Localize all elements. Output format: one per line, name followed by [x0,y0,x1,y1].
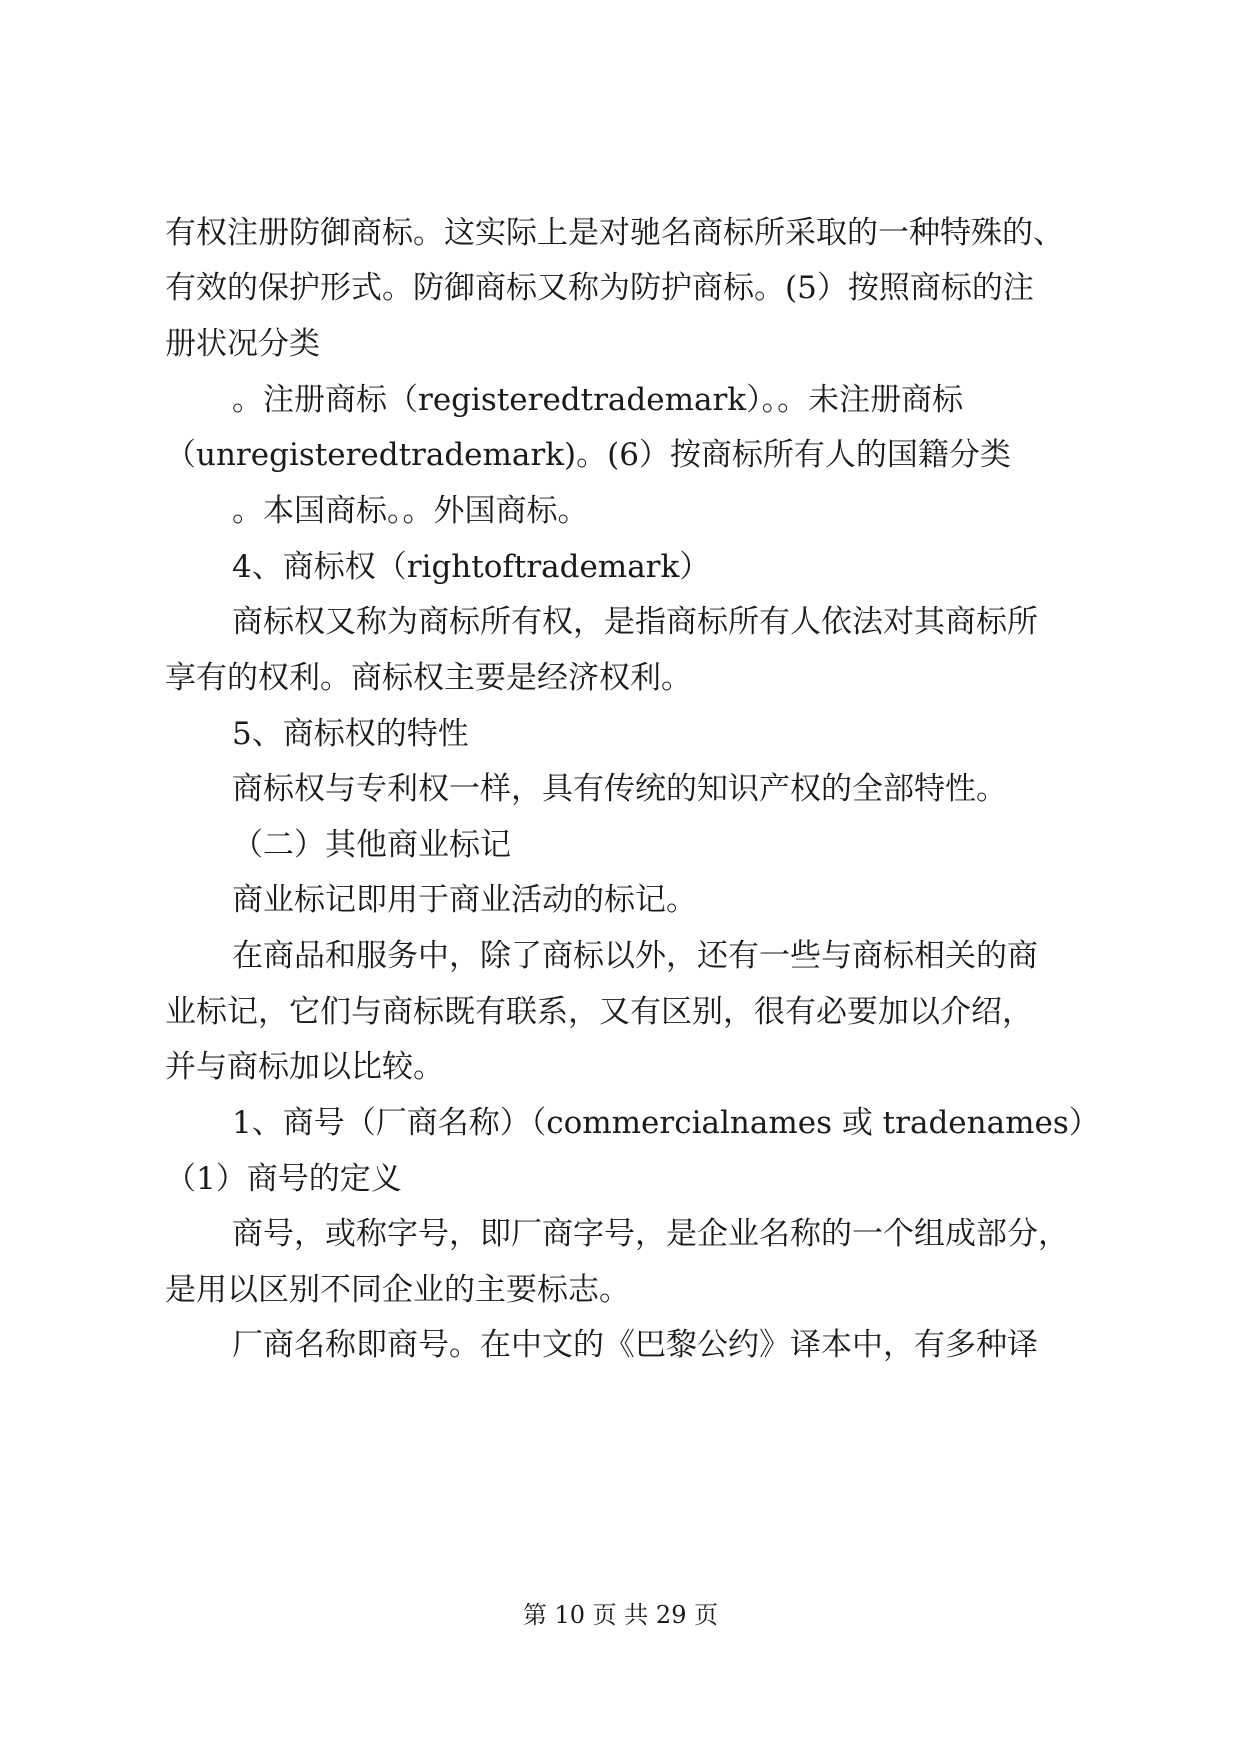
text-line: 享有的权利。商标权主要是经济权利。 [165,660,692,696]
text-line: 册状况分类 [165,326,320,362]
text-line: 商标权又称为商标所有权，是指商标所有人依法对其商标所 [232,604,1038,640]
text-line: 并与商标加以比较。 [165,1049,444,1085]
page-number-footer: 第 10 页 共 29 页 [522,1601,719,1629]
subsection-heading: （1）商号的定义 [165,1161,402,1197]
text-line: 商标权与专利权一样，具有传统的知识产权的全部特性。 [232,771,1007,807]
text-line: 。注册商标（registeredtrademark）。。未注册商标 [232,382,964,418]
section-heading: 4、商标权（rightoftrademark） [232,549,711,585]
text-line: 有效的保护形式。防御商标又称为防护商标。(5）按照商标的注 [165,270,1034,306]
text-line: 在商品和服务中，除了商标以外，还有一些与商标相关的商 [232,938,1038,974]
text-line: 商号，或称字号，即厂商字号，是企业名称的一个组成部分， [232,1216,1069,1252]
text-line: 业标记，它们与商标既有联系，又有区别，很有必要加以介绍， [165,994,1033,1030]
text-line: （unregisteredtrademark)。(6）按商标所有人的国籍分类 [165,437,1011,473]
text-line: 有权注册防御商标。这实际上是对驰名商标所采取的一种特殊的、 [165,215,1064,251]
text-line: 。本国商标。。外国商标。 [232,493,589,529]
section-heading: （二）其他商业标记 [232,827,511,863]
text-line: 是用以区别不同企业的主要标志。 [165,1272,630,1308]
text-line: 商业标记即用于商业活动的标记。 [232,882,697,918]
section-heading: 1、商号（厂商名称）（commercialnames 或 tradenames） [232,1105,1100,1141]
section-heading: 5、商标权的特性 [232,716,469,752]
text-line: 厂商名称即商号。在中文的《巴黎公约》译本中，有多种译 [232,1327,1038,1363]
